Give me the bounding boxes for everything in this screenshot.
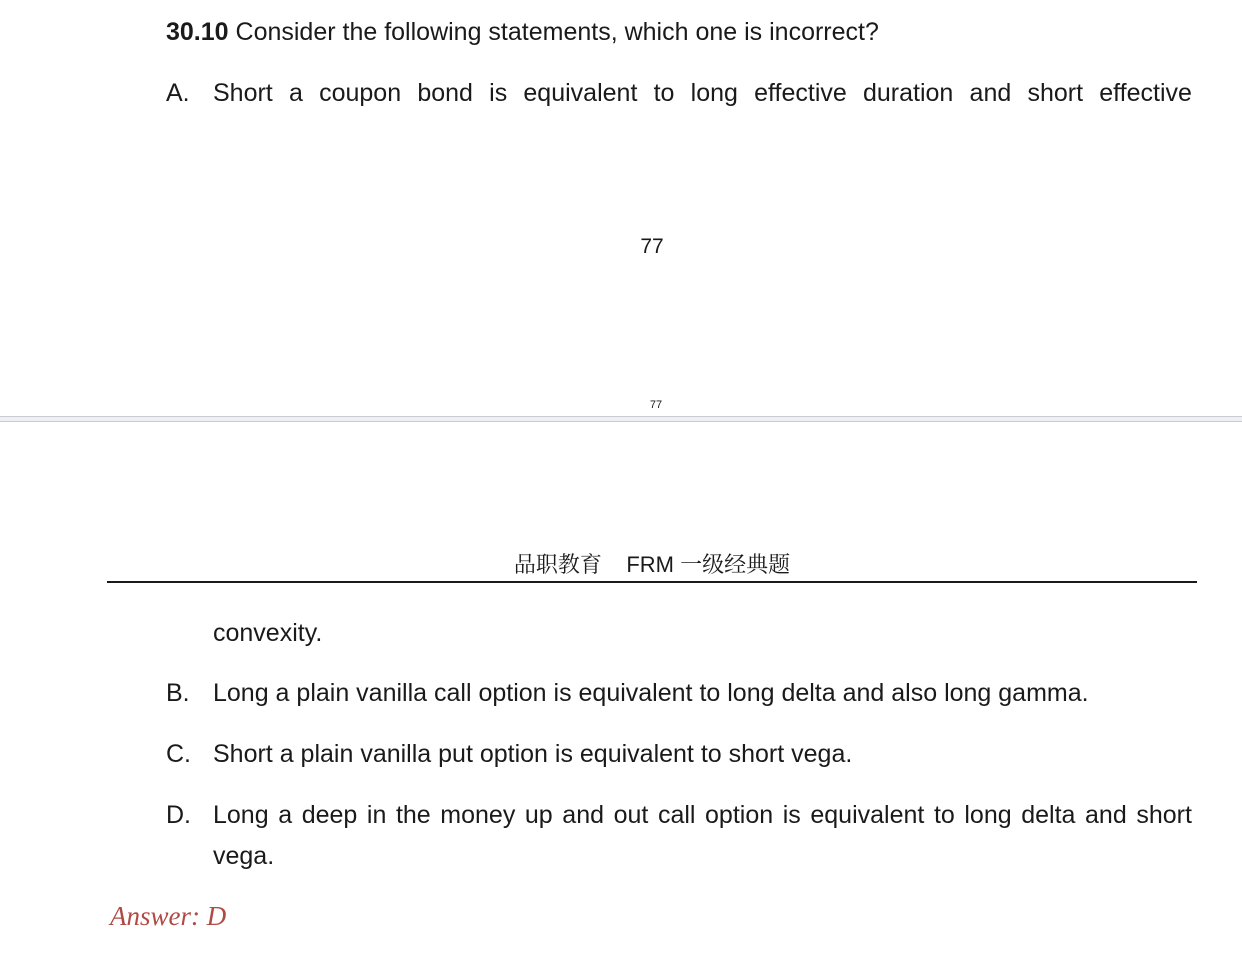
- option-a-line1-word: a: [288, 79, 303, 107]
- option-d-line1-word: is: [782, 801, 801, 829]
- option-a-line1-word: duration: [862, 79, 954, 107]
- option-d-line1-word: short: [1136, 801, 1192, 829]
- option-c-letter: C.: [166, 740, 191, 768]
- option-d-line1-word: out: [613, 801, 649, 829]
- option-c-text: Short a plain vanilla put option is equivalent to short vega.: [213, 740, 853, 768]
- option-a-letter: A.: [166, 79, 190, 107]
- answer-label: Answer: D: [110, 901, 227, 931]
- option-d-line1-word: to: [933, 801, 955, 829]
- option-d-line1-word: and: [1085, 801, 1127, 829]
- header-rule: [107, 581, 1197, 583]
- page-number-footer: 77: [649, 399, 663, 411]
- header-exam: FRM: [626, 552, 674, 577]
- option-d-line1-word: up: [524, 801, 553, 829]
- question-number: 30.10: [166, 18, 229, 46]
- option-a-line1-word: bond: [417, 79, 473, 107]
- option-d-line1-word: call: [657, 801, 696, 829]
- option-d-text-line1: [213, 797, 1192, 833]
- option-b-text: Long a plain vanilla call option is equivalent to long delta and also long gamma.: [213, 679, 1089, 707]
- option-d-line1-word: a: [278, 801, 293, 829]
- option-d-line1-word: the: [395, 801, 431, 829]
- option-d-line1-word: in: [366, 801, 387, 829]
- header-org: 品职教育: [513, 553, 602, 578]
- option-d-line1-word: deep: [301, 801, 358, 829]
- option-d-line1-word: long: [964, 801, 1012, 829]
- header-title: 一级经典题: [680, 553, 791, 578]
- option-d-line1-word: money: [440, 801, 516, 829]
- option-d-letter: D.: [166, 801, 191, 829]
- option-a-line1-word: is: [489, 79, 508, 107]
- question-title: [166, 14, 879, 50]
- option-a-line1-word: effective: [754, 79, 847, 107]
- option-a-line1-word: to: [653, 79, 675, 107]
- option-d-line1-word: option: [705, 801, 774, 829]
- question-prompt: Consider the following statements, which one is incorrect?: [235, 18, 879, 46]
- option-a-line1-word: short: [1027, 79, 1084, 107]
- option-d-line1-word: delta: [1021, 801, 1076, 829]
- option-a-line1-word: coupon: [319, 79, 402, 107]
- option-d-line1-word: Long: [213, 801, 269, 829]
- option-d-line1-word: equivalent: [810, 801, 925, 829]
- option-a-text-line2: convexity.: [213, 619, 323, 647]
- option-b-letter: B.: [166, 679, 190, 707]
- option-a-line1-word: long: [690, 79, 738, 107]
- option-a-line1-word: effective: [1099, 79, 1192, 107]
- option-a-line1-word: and: [969, 79, 1012, 107]
- option-a-text-line1: [213, 75, 1192, 111]
- running-header: [0, 550, 1242, 581]
- option-a-line1-word: Short: [213, 79, 273, 107]
- page-number: 77: [640, 235, 664, 258]
- option-d-text-line2: vega.: [213, 842, 275, 870]
- page-separator: [0, 416, 1242, 422]
- option-d-line1-word: and: [562, 801, 605, 829]
- option-a-line1-word: equivalent: [523, 79, 638, 107]
